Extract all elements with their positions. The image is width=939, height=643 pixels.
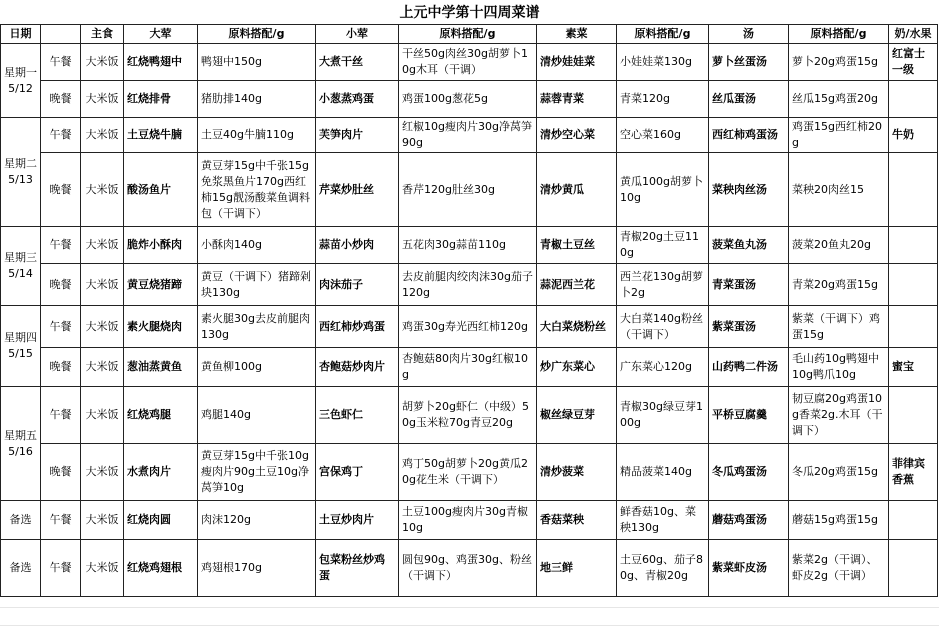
side-dish-cell: 杏鲍菇炒肉片 xyxy=(316,348,399,387)
vegetable-cell: 香菇菜秧 xyxy=(537,501,617,540)
staple-cell: 大米饭 xyxy=(81,44,124,81)
soup-cell: 蘑菇鸡蛋汤 xyxy=(709,501,789,540)
meal-cell: 午餐 xyxy=(41,540,81,597)
vegetable-cell: 蒜泥西兰花 xyxy=(537,264,617,306)
staple-cell: 大米饭 xyxy=(81,227,124,264)
soup-ingredients-cell: 菜秧20肉丝15 xyxy=(789,153,889,227)
table-row xyxy=(1,387,938,444)
main-dish-cell: 红烧肉圆 xyxy=(124,501,198,540)
table-row xyxy=(1,501,938,540)
side-dish-cell: 芙笋肉片 xyxy=(316,118,399,153)
fruit-cell xyxy=(889,153,938,227)
side-ingredients-cell: 鸡蛋30g寿光西红柿120g xyxy=(399,306,537,348)
empty-grid-area xyxy=(0,607,939,643)
main-dish-cell: 素火腿烧肉 xyxy=(124,306,198,348)
main-ingredients-cell: 黄豆芽15g中千张15g免浆黑鱼片170g西红柿15g靓汤酸菜鱼调料包（干调下） xyxy=(198,153,316,227)
day-label: 星期一 xyxy=(4,65,37,79)
meal-cell: 午餐 xyxy=(41,501,81,540)
side-dish-cell: 大煮干丝 xyxy=(316,44,399,81)
main-ingredients-cell: 鸭翅中150g xyxy=(198,44,316,81)
day-label: 星期五 xyxy=(4,428,37,442)
table-row xyxy=(1,81,938,118)
meal-cell: 午餐 xyxy=(41,44,81,81)
soup-ingredients-cell: 菠菜20鱼丸20g xyxy=(789,227,889,264)
side-ingredients-cell: 土豆100g瘦肉片30g青椒10g xyxy=(399,501,537,540)
meal-cell: 午餐 xyxy=(41,227,81,264)
table-row xyxy=(1,264,938,306)
day-label: 星期四 xyxy=(4,331,37,344)
soup-ingredients-cell: 紫菜2g（干调）、虾皮2g（干调） xyxy=(789,540,889,597)
main-ingredients-cell: 土豆40g牛腩110g xyxy=(198,118,316,153)
vegetable-ingredients-cell: 空心菜160g xyxy=(617,118,709,153)
main-dish-cell: 红烧鸭翅中 xyxy=(124,44,198,81)
header-milk-fruit: 奶/水果 xyxy=(889,25,938,44)
vegetable-ingredients-cell: 小娃娃菜130g xyxy=(617,44,709,81)
spare-label-cell: 备选 xyxy=(1,540,41,597)
main-ingredients-cell: 肉沫120g xyxy=(198,501,316,540)
vegetable-cell: 青椒土豆丝 xyxy=(537,227,617,264)
day-cell xyxy=(1,306,41,387)
header-main-dish: 大荤 xyxy=(124,25,198,44)
vegetable-cell: 清炒空心菜 xyxy=(537,118,617,153)
table-row xyxy=(1,227,938,264)
day-date: 5/14 xyxy=(8,267,33,280)
vegetable-cell: 大白菜烧粉丝 xyxy=(537,306,617,348)
side-ingredients-cell: 干丝50g肉丝30g胡萝卜10g木耳（干调） xyxy=(399,44,537,81)
side-ingredients-cell: 胡萝卜20g虾仁（中级）50g玉米粒70g青豆20g xyxy=(399,387,537,444)
soup-cell: 菠菜鱼丸汤 xyxy=(709,227,789,264)
side-dish-cell: 肉沫茄子 xyxy=(316,264,399,306)
vegetable-cell: 清炒娃娃菜 xyxy=(537,44,617,81)
soup-cell: 冬瓜鸡蛋汤 xyxy=(709,444,789,501)
fruit-cell xyxy=(889,387,938,444)
fruit-cell: 牛奶 xyxy=(889,118,938,153)
meal-cell: 晚餐 xyxy=(41,348,81,387)
main-dish-cell: 土豆烧牛腩 xyxy=(124,118,198,153)
fruit-cell: 菲律宾香蕉 xyxy=(889,444,938,501)
day-date: 5/16 xyxy=(8,444,33,458)
fruit-cell xyxy=(889,264,938,306)
staple-cell: 大米饭 xyxy=(81,264,124,306)
main-dish-cell: 水煮肉片 xyxy=(124,444,198,501)
staple-cell: 大米饭 xyxy=(81,118,124,153)
side-ingredients-cell: 圆包90g、鸡蛋30g、粉丝（干调下） xyxy=(399,540,537,597)
main-ingredients-cell: 黄鱼柳100g xyxy=(198,348,316,387)
table-row xyxy=(1,118,938,153)
day-date: 5/13 xyxy=(8,173,33,186)
main-dish-cell: 红烧鸡翅根 xyxy=(124,540,198,597)
page-title: 上元中学第十四周菜谱 xyxy=(399,5,540,21)
fruit-cell xyxy=(889,540,938,597)
side-dish-cell: 包菜粉丝炒鸡蛋 xyxy=(316,540,399,597)
fruit-cell: 蜜宝 xyxy=(889,348,938,387)
side-ingredients-cell: 鸡蛋100g葱花5g xyxy=(399,81,537,118)
spare-label-cell: 备选 xyxy=(1,501,41,540)
meal-cell: 晚餐 xyxy=(41,81,81,118)
staple-cell: 大米饭 xyxy=(81,387,124,444)
staple-cell: 大米饭 xyxy=(81,306,124,348)
fruit-cell xyxy=(889,501,938,540)
soup-cell: 平桥豆腐羹 xyxy=(709,387,789,444)
header-side-ingredients: 原料搭配/g xyxy=(399,25,537,44)
day-label: 星期三 xyxy=(4,251,37,264)
staple-cell: 大米饭 xyxy=(81,501,124,540)
vegetable-cell: 椒丝绿豆芽 xyxy=(537,387,617,444)
header-meal xyxy=(41,25,81,44)
main-dish-cell: 酸汤鱼片 xyxy=(124,153,198,227)
header-row xyxy=(1,25,938,44)
meal-cell: 午餐 xyxy=(41,387,81,444)
soup-ingredients-cell: 紫菜（干调下）鸡蛋15g xyxy=(789,306,889,348)
side-dish-cell: 小葱蒸鸡蛋 xyxy=(316,81,399,118)
fruit-cell: 红富士一级 xyxy=(889,44,938,81)
soup-ingredients-cell: 韧豆腐20g鸡蛋10g香菜2g.木耳（干调下） xyxy=(789,387,889,444)
fruit-cell xyxy=(889,81,938,118)
header-date: 日期 xyxy=(1,25,41,44)
table-row xyxy=(1,348,938,387)
table-row xyxy=(1,540,938,597)
soup-ingredients-cell: 丝瓜15g鸡蛋20g xyxy=(789,81,889,118)
day-cell xyxy=(1,118,41,227)
day-date: 5/15 xyxy=(8,347,33,360)
soup-cell: 山药鸭二件汤 xyxy=(709,348,789,387)
main-dish-cell: 红烧鸡腿 xyxy=(124,387,198,444)
fruit-cell xyxy=(889,306,938,348)
soup-cell: 菜秧肉丝汤 xyxy=(709,153,789,227)
soup-cell: 紫菜虾皮汤 xyxy=(709,540,789,597)
header-vegetable-ingredients: 原料搭配/g xyxy=(617,25,709,44)
day-cell xyxy=(1,227,41,306)
header-main-ingredients: 原料搭配/g xyxy=(198,25,316,44)
header-staple: 主食 xyxy=(81,25,124,44)
main-ingredients-cell: 猪肋排140g xyxy=(198,81,316,118)
soup-ingredients-cell: 鸡蛋15g西红柿20g xyxy=(789,118,889,153)
main-dish-cell: 脆炸小酥肉 xyxy=(124,227,198,264)
vegetable-ingredients-cell: 土豆60g、茄子80g、青椒20g xyxy=(617,540,709,597)
vegetable-ingredients-cell: 大白菜140g粉丝（干调下） xyxy=(617,306,709,348)
side-dish-cell: 芹菜炒肚丝 xyxy=(316,153,399,227)
meal-cell: 晚餐 xyxy=(41,153,81,227)
soup-cell: 丝瓜蛋汤 xyxy=(709,81,789,118)
soup-ingredients-cell: 萝卜20g鸡蛋15g xyxy=(789,44,889,81)
day-date: 5/12 xyxy=(8,81,33,95)
menu-table xyxy=(0,24,938,597)
soup-cell: 青菜蛋汤 xyxy=(709,264,789,306)
meal-cell: 午餐 xyxy=(41,118,81,153)
main-dish-cell: 黄豆烧猪蹄 xyxy=(124,264,198,306)
day-label: 星期二 xyxy=(4,157,37,170)
main-dish-cell: 葱油蒸黄鱼 xyxy=(124,348,198,387)
day-cell xyxy=(1,44,41,118)
vegetable-cell: 地三鲜 xyxy=(537,540,617,597)
vegetable-ingredients-cell: 青菜120g xyxy=(617,81,709,118)
side-dish-cell: 蒜苗小炒肉 xyxy=(316,227,399,264)
soup-ingredients-cell: 青菜20g鸡蛋15g xyxy=(789,264,889,306)
side-dish-cell: 三色虾仁 xyxy=(316,387,399,444)
vegetable-ingredients-cell: 西兰花130g胡萝卜2g xyxy=(617,264,709,306)
vegetable-ingredients-cell: 广东菜心120g xyxy=(617,348,709,387)
table-row xyxy=(1,153,938,227)
header-side-dish: 小荤 xyxy=(316,25,399,44)
vegetable-cell: 炒广东菜心 xyxy=(537,348,617,387)
soup-ingredients-cell: 冬瓜20g鸡蛋15g xyxy=(789,444,889,501)
staple-cell: 大米饭 xyxy=(81,81,124,118)
staple-cell: 大米饭 xyxy=(81,348,124,387)
main-ingredients-cell: 鸡翅根170g xyxy=(198,540,316,597)
side-ingredients-cell: 杏鲍菇80肉片30g红椒10g xyxy=(399,348,537,387)
day-cell xyxy=(1,387,41,501)
staple-cell: 大米饭 xyxy=(81,540,124,597)
side-dish-cell: 宫保鸡丁 xyxy=(316,444,399,501)
vegetable-ingredients-cell: 精品菠菜140g xyxy=(617,444,709,501)
soup-cell: 萝卜丝蛋汤 xyxy=(709,44,789,81)
soup-cell: 紫菜蛋汤 xyxy=(709,306,789,348)
staple-cell: 大米饭 xyxy=(81,444,124,501)
side-dish-cell: 土豆炒肉片 xyxy=(316,501,399,540)
soup-ingredients-cell: 蘑菇15g鸡蛋15g xyxy=(789,501,889,540)
side-ingredients-cell: 五花肉30g蒜苗110g xyxy=(399,227,537,264)
header-soup: 汤 xyxy=(709,25,789,44)
side-dish-cell: 西红柿炒鸡蛋 xyxy=(316,306,399,348)
header-soup-ingredients: 原料搭配/g xyxy=(789,25,889,44)
vegetable-cell: 清炒黄瓜 xyxy=(537,153,617,227)
soup-cell: 西红柿鸡蛋汤 xyxy=(709,118,789,153)
main-ingredients-cell: 素火腿30g去皮前腿肉130g xyxy=(198,306,316,348)
table-row xyxy=(1,444,938,501)
main-ingredients-cell: 黄豆芽15g中千张10g瘦肉片90g土豆10g净莴笋10g xyxy=(198,444,316,501)
main-ingredients-cell: 黄豆（干调下）猪蹄剁块130g xyxy=(198,264,316,306)
meal-cell: 午餐 xyxy=(41,306,81,348)
side-ingredients-cell: 香芹120g肚丝30g xyxy=(399,153,537,227)
main-ingredients-cell: 小酥肉140g xyxy=(198,227,316,264)
header-vegetable: 素菜 xyxy=(537,25,617,44)
side-ingredients-cell: 红椒10g瘦肉片30g净莴笋90g xyxy=(399,118,537,153)
side-ingredients-cell: 鸡丁50g胡萝卜20g黄瓜20g花生米（干调下） xyxy=(399,444,537,501)
table-row xyxy=(1,44,938,81)
meal-cell: 晚餐 xyxy=(41,444,81,501)
meal-cell: 晚餐 xyxy=(41,264,81,306)
vegetable-ingredients-cell: 黄瓜100g胡萝卜10g xyxy=(617,153,709,227)
side-ingredients-cell: 去皮前腿肉绞肉沫30g茄子120g xyxy=(399,264,537,306)
vegetable-cell: 清炒菠菜 xyxy=(537,444,617,501)
staple-cell: 大米饭 xyxy=(81,153,124,227)
vegetable-cell: 蒜蓉青菜 xyxy=(537,81,617,118)
main-dish-cell: 红烧排骨 xyxy=(124,81,198,118)
main-ingredients-cell: 鸡腿140g xyxy=(198,387,316,444)
fruit-cell xyxy=(889,227,938,264)
table-row xyxy=(1,306,938,348)
soup-ingredients-cell: 毛山药10g鸭翅中10g鸭爪10g xyxy=(789,348,889,387)
vegetable-ingredients-cell: 青椒30g绿豆芽100g xyxy=(617,387,709,444)
vegetable-ingredients-cell: 鲜香菇10g、菜秧130g xyxy=(617,501,709,540)
vegetable-ingredients-cell: 青椒20g土豆110g xyxy=(617,227,709,264)
